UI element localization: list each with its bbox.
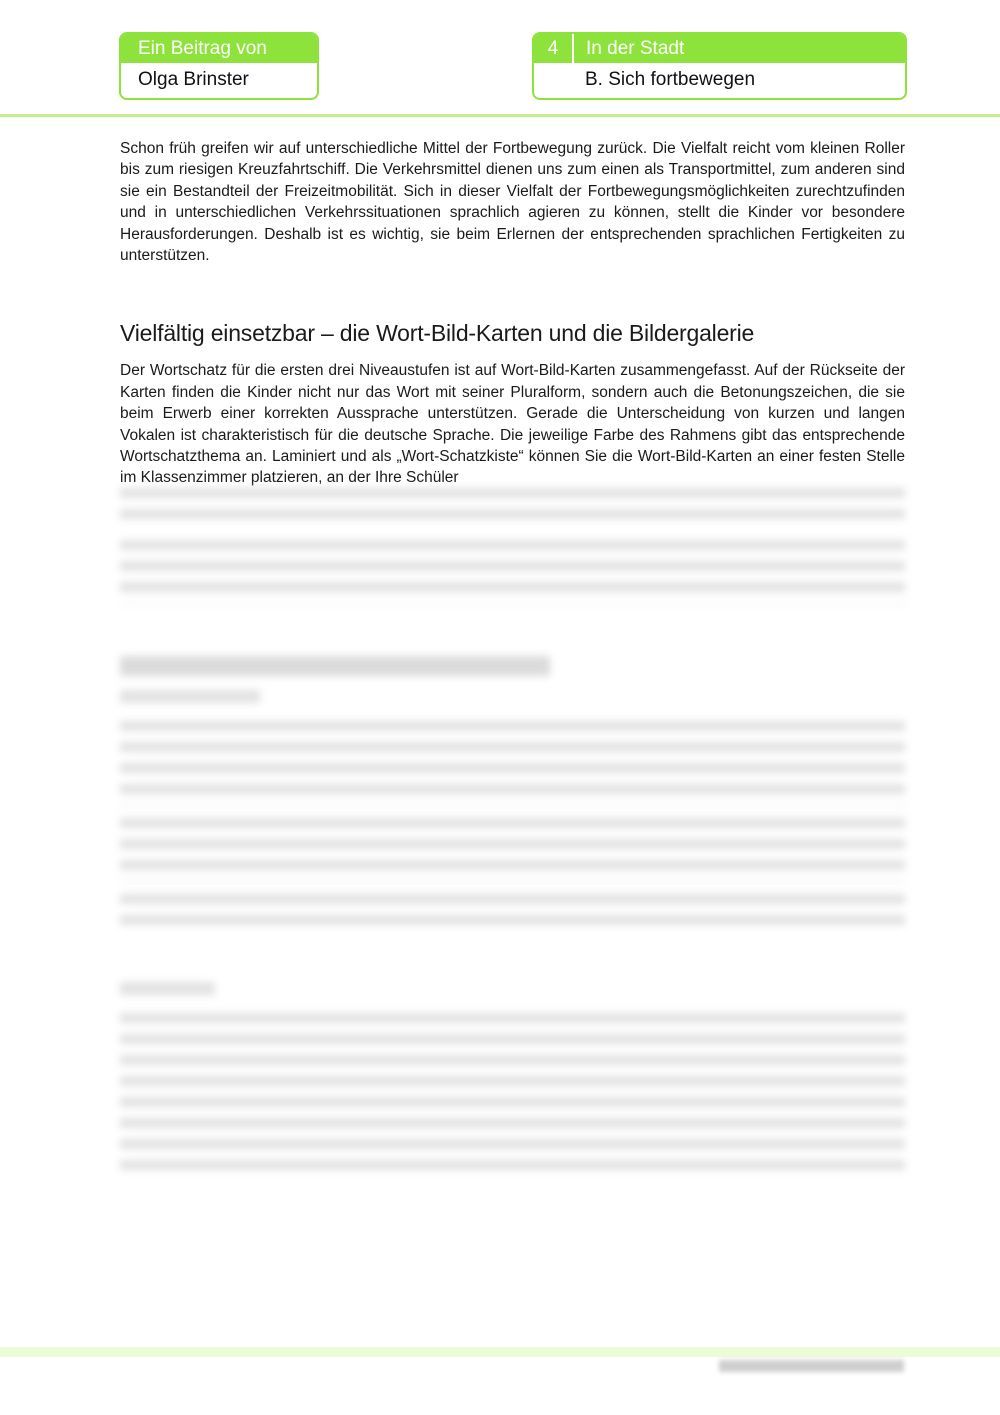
chapter-box: [532, 32, 907, 100]
blurred-subheading-bar: [120, 690, 260, 703]
section-paragraph-clip: [120, 360, 905, 488]
footer-divider: [0, 1347, 1000, 1357]
footer-blurred-text: [719, 1360, 904, 1372]
blurred-heading-bar: [120, 656, 550, 676]
page-content: [120, 138, 905, 1181]
blurred-line-block: [120, 540, 905, 604]
blurred-line-block: [120, 894, 905, 936]
blurred-subheading-bar: [120, 982, 215, 995]
blurred-line-block: [120, 721, 905, 806]
author-name: Olga Brinster: [138, 69, 249, 90]
blurred-line-block: [120, 818, 905, 882]
section-paragraph: Der Wortschatz für die ersten drei Niveaustufen ist auf Wort-Bild-Karten zusammengefasst. Auf der Rückseite der Karten finden die Kinder nicht nur das Wort mit seiner Pluralform, sondern auch die Betonungszeichen, die sie beim Erwerb einer korrekten Aussprache unterstützen. Gerade die Unterscheidung von kurzen und langen Vokalen ist charakteristisch für die deutsche Sprache. Die jeweilige Farbe des Rahmens gibt das entsprechende Wortschatzthema an. Laminiert und als „Wort-Schatzkiste“ können Sie die Wort-Bild-Karten an einer festen Stelle im Klassenzimmer platzieren, an der Ihre Schüler: [120, 362, 905, 487]
chapter-title: In der Stadt: [586, 38, 685, 59]
author-box: [119, 32, 319, 100]
chapter-number: 4: [534, 34, 574, 63]
blurred-preview: [120, 488, 905, 1181]
blurred-line-block: [120, 488, 905, 528]
header-divider: [0, 114, 1000, 117]
intro-paragraph: Schon früh greifen wir auf unterschiedliche Mittel der Fortbewegung zurück. Die Vielfalt reicht vom kleinen Roller bis zum riesigen Kreuzfahrtschiff. Die Verkehrsmittel dienen uns zum einen als Transportmittel, zum anderen sind sie ein Bestandteil der Freizeitmobilität. Sich in dieser Vielfalt der Fortbewegungsmöglichkeiten zurechtzufinden und in unterschiedlichen Verkehrssituationen sprachlich agieren zu können, stellt die Kinder vor besondere Herausforderungen. Deshalb ist es wichtig, sie beim Erlernen der entsprechenden sprachlichen Fertigkeiten zu unterstützen.: [120, 140, 905, 265]
author-label: Ein Beitrag von: [121, 34, 317, 63]
subchapter-title: B. Sich fortbewegen: [585, 69, 756, 90]
section-heading: Vielfältig einsetzbar – die Wort-Bild-Karten und die Bildergalerie: [120, 320, 755, 347]
blurred-line-block: [120, 1013, 905, 1181]
